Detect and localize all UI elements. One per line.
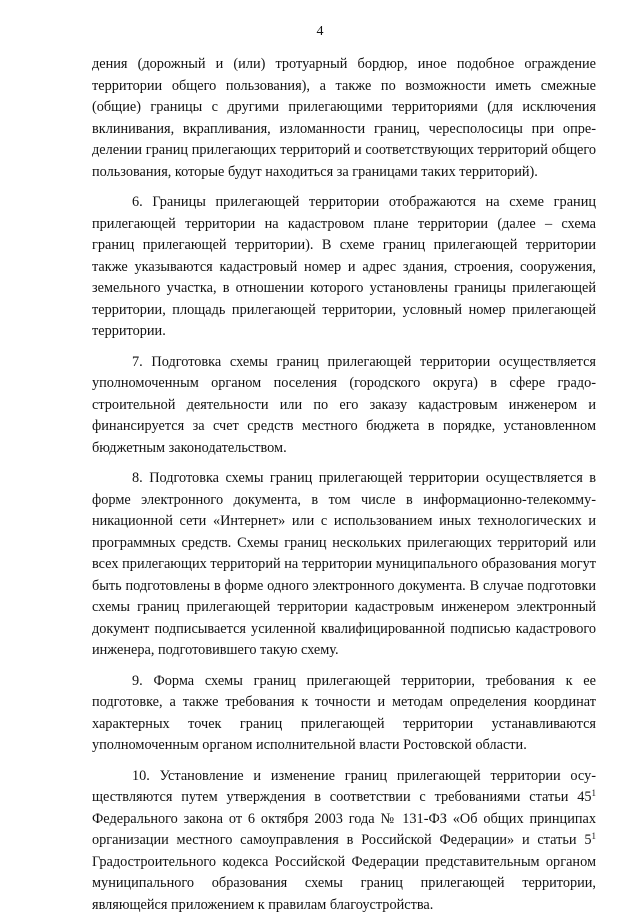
paragraph-10-text-part2: Федерального закона от 6 октября 2003 года № 131-ФЗ «Об общих принципах организации местного самоуправления в Российской Федерации» и статьи 5	[92, 811, 596, 849]
document-body	[92, 54, 596, 916]
paragraph-9: 9. Форма схемы границ прилегающей территории, требования к ее подготовке, а также требования к точности и методам определения координат характерных точек границ прилегающей территории устанавливаются уполномоченным органом исполнительной власти Ростовской области.	[92, 671, 596, 757]
page-number: 4	[0, 24, 640, 40]
paragraph-10	[92, 766, 596, 916]
superscript-article-45: 1	[592, 788, 597, 798]
paragraph-continuation: дения (дорожный и (или) тротуарный бордюр, иное подобное ограждение территории общего пользования), а также по возможности иметь смежные (общие) границы с другими прилегающими территориями (для исключения вклинивания, вкрапливания, изломанности границ, чересполосицы при определении границ прилегающих территорий и соответствующих территорий общего пользования, которые будут находиться за границами таких территорий).	[92, 54, 596, 183]
paragraph-10-text-part1: 10. Установление и изменение границ прилегающей территории осуществляются путем утверждения в соответствии с требованиями статьи 45	[92, 768, 596, 806]
paragraph-6: 6. Границы прилегающей территории отображаются на схеме границ прилегающей территории на кадастровом плане территории (далее – схема границ прилегающей территории). В схеме границ прилегающей территории также указываются кадастровый номер и адрес здания, строения, сооружения, земельного участка, в отношении которого установлены границы прилегающей территории, площадь прилегающей территории, условный номер прилегающей территории.	[92, 192, 596, 343]
paragraph-7: 7. Подготовка схемы границ прилегающей территории осуществляется уполномоченным органом поселения (городского округа) в сфере градостроительной деятельности или по его заказу кадастровым инженером и финансируется за счет средств местного бюджета в порядке, установленном бюджетным законодательством.	[92, 352, 596, 460]
paragraph-8: 8. Подготовка схемы границ прилегающей территории осуществляется в форме электронного документа, в том числе в информационно-телекоммуникационной сети «Интернет» или с использованием иных технологических и программных средств. Схемы границ нескольких прилегающих территорий или всех прилегающих территорий на территории муниципального образования могут быть подготовлены в форме одного электронного документа. В случае подготовки схемы границ прилегающей территории кадастровым инженером электронный документ подписывается усиленной квалифицированной подписью кадастрового инженера, подготовившего такую схему.	[92, 468, 596, 662]
superscript-article-5: 1	[592, 831, 597, 841]
paragraph-10-text-part3: Градостроительного кодекса Российской Федерации представительным органом муниципального образования схемы границ прилегающей территории, являющейся приложением к правилам благоустройства.	[92, 854, 596, 913]
